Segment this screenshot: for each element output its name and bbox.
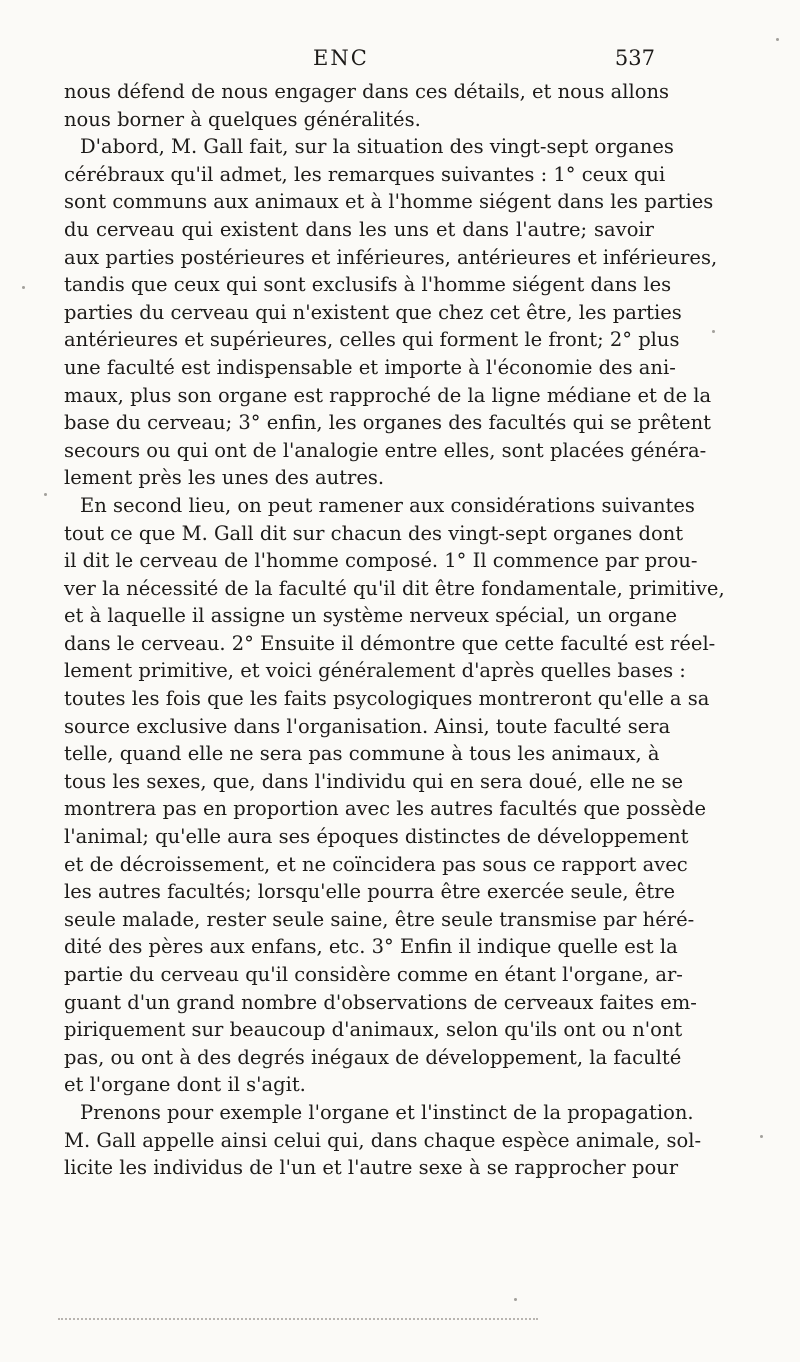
body-text: [64, 78, 725, 1182]
text-line: licite les individus de l'un et l'autre sexe à se rapprocher pour: [64, 1156, 679, 1180]
text-line: maux, plus son organe est rapproché de la ligne médiane et de la: [64, 383, 712, 407]
text-line: tout ce que M. Gall dit sur chacun des vingt-sept organes dont: [64, 521, 684, 545]
text-line: D'abord, M. Gall fait, sur la situation des vingt-sept organes: [80, 135, 674, 159]
text-line: M. Gall appelle ainsi celui qui, dans chaque espèce animale, sol-: [64, 1128, 702, 1152]
text-line: Prenons pour exemple l'organe et l'instinct de la propagation.: [80, 1100, 694, 1124]
text-line: nous défend de nous engager dans ces détails, et nous allons: [64, 80, 670, 103]
text-line: il dit le cerveau de l'homme composé. 1° Il commence par prou-: [64, 549, 698, 573]
text-line: tandis que ceux qui sont exclusifs à l'homme siégent dans les: [64, 273, 672, 297]
text-line: dité des pères aux enfans, etc. 3° Enfin il indique quelle est la: [64, 935, 678, 959]
text-line: du cerveau qui existent dans les uns et dans l'autre; savoir: [64, 217, 654, 241]
text-line: les autres facultés; lorsqu'elle pourra être exercée seule, être: [64, 880, 676, 904]
text-line: lement primitive, et voici généralement d'après quelles bases :: [64, 659, 686, 683]
text-line: et de décroissement, et ne coïncidera pas sous ce rapport avec: [64, 852, 688, 876]
text-line: une faculté est indispensable et importe à l'économie des ani-: [64, 355, 676, 379]
print-speck: [514, 1298, 517, 1301]
print-speck: [712, 330, 715, 333]
text-line: guant d'un grand nombre d'observations de cerveaux faites em-: [64, 990, 697, 1014]
text-line: pas, ou ont à des degrés inégaux de développement, la faculté: [64, 1045, 682, 1069]
running-head: [55, 46, 655, 76]
text-line: montrera pas en proportion avec les autres facultés que possède: [64, 797, 706, 821]
print-speck: [44, 493, 47, 496]
print-speck: [776, 38, 779, 41]
running-head-title: ENC: [313, 46, 369, 70]
text-line: sont communs aux animaux et à l'homme siégent dans les parties: [64, 190, 714, 214]
text-line: toutes les fois que les faits psycologiques montreront qu'elle a sa: [64, 687, 710, 711]
text-line: ver la nécessité de la faculté qu'il dit être fondamentale, primitive,: [64, 576, 725, 600]
text-line: tous les sexes, que, dans l'individu qui en sera doué, elle ne se: [64, 769, 684, 793]
text-line: dans le cerveau. 2° Ensuite il démontre que cette faculté est réel-: [64, 631, 716, 655]
print-speck: [22, 286, 25, 289]
text-line: piriquement sur beaucoup d'animaux, selon qu'ils ont ou n'ont: [64, 1018, 683, 1042]
text-line: lement près les unes des autres.: [64, 466, 385, 490]
text-line: antérieures et supérieures, celles qui forment le front; 2° plus: [64, 328, 680, 352]
text-line: source exclusive dans l'organisation. Ainsi, toute faculté sera: [64, 714, 671, 738]
text-line: base du cerveau; 3° enfin, les organes des facultés qui se prêtent: [64, 411, 711, 435]
text-line: secours ou qui ont de l'analogie entre elles, sont placées généra-: [64, 438, 707, 462]
text-line: seule malade, rester seule saine, être seule transmise par héré-: [64, 907, 695, 931]
text-line: En second lieu, on peut ramener aux considérations suivantes: [80, 493, 695, 517]
page-number: 537: [614, 46, 655, 70]
text-line: et l'organe dont il s'agit.: [64, 1073, 306, 1097]
text-line: telle, quand elle ne sera pas commune à tous les animaux, à: [64, 742, 660, 766]
text-line: aux parties postérieures et inférieures, antérieures et inférieures,: [64, 245, 718, 269]
footer-rule: [58, 1318, 538, 1320]
text-line: l'animal; qu'elle aura ses époques distinctes de développement: [64, 825, 689, 849]
text-line: partie du cerveau qu'il considère comme en étant l'organe, ar-: [64, 963, 683, 986]
text-line: et à laquelle il assigne un système nerveux spécial, un organe: [64, 604, 678, 628]
print-speck: [760, 1135, 763, 1138]
text-line: parties du cerveau qui n'existent que chez cet être, les parties: [64, 300, 682, 324]
text-line: cérébraux qu'il admet, les remarques suivantes : 1° ceux qui: [64, 162, 666, 186]
text-line: nous borner à quelques généralités.: [64, 107, 421, 131]
